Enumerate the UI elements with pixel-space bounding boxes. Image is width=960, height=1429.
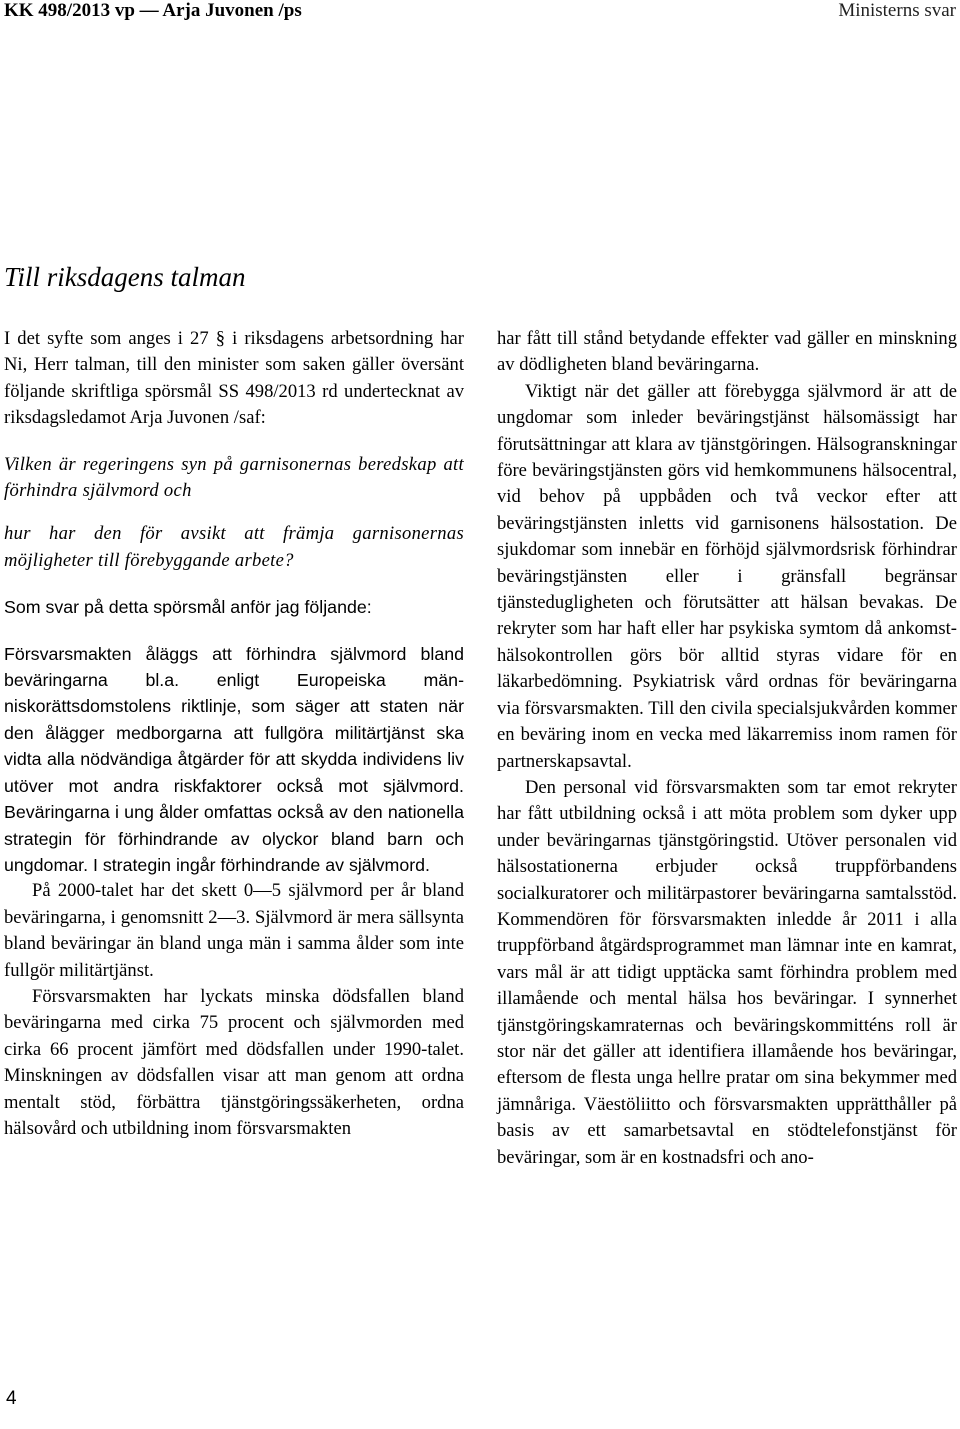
page-number: 4: [6, 1388, 17, 1409]
answer-paragraph-1: Försvarsmakten åläggs att förhindra självmord bland beväringarna bl.a. enligt Europeiska människorättsdomstolens riktlinje, som säger att staten när den ålägger medborgarna att fullgöra militärtjänst ska vidta alla nödvändiga åtgärder för att skydda individens liv utöver mot andra riskfaktorer också mot självmord. Beväringarna i ung ålder omfattas också av den nationella strategin för förhindrande av olyckor bland barn och ungdomar. I strategin ingår förhindrande av självmord.: [4, 643, 464, 875]
right-column: [497, 326, 957, 1171]
answer-paragraph-6: Den personal vid försvarsmakten som tar emot rekryter har fått utbildning också i att möta problem som dyker upp under beväringarnas tjänstgöringstid. Utöver personalen vid hälsostationerna erbjuder också truppförbandens socialkuratorer och militärpastorer beväringarna samtalsstöd. Kommendören för försvarsmakten inledde år 2011 i alla truppförband åtgärdsprogrammet man lämnar inte en kamrat, vars mål är att tidigt upptäcka samt förhindra problem med illamående och mental hälsa hos beväringar. I synnerhet tjänstgöringskamraternas och beväringskommitténs roll är stor när det gäller att identifiera illamående hos beväringar, eftersom de flesta unga hellre pratar om sina bekymmer med jämnåriga. Väestöliitto och försvarsmakten upprätthåller på basis av ett samarbetsavtal en stödtelefonstjänst för beväringar, som är en kostnadsfri och ano-: [497, 776, 957, 1168]
header-section-label: Ministerns svar: [838, 0, 956, 21]
question-1: Vilken är regeringens syn på garnisonernas beredskap att förhindra självmord och: [4, 453, 464, 502]
answer-paragraph-2: På 2000-talet har det skett 0—5 självmord per år bland beväringarna, i genomsnitt 2—3. Självmord är mera sällsynta bland beväringar än bland unga män i samma ålder som inte fullgör militärtjänst.: [4, 880, 464, 981]
answer-intro: Som svar på detta spörsmål anför jag följande:: [4, 597, 372, 618]
page-title: Till riksdagens talman: [4, 262, 246, 292]
intro-paragraph: I det syfte som anges i 27 § i riksdagens arbetsordning har Ni, Herr talman, till den minister som saken gäller översänt följande skriftliga spörsmål SS 498/2013 rd undertecknat av riksdagsledamot Arja Juvonen /saf:: [4, 328, 464, 429]
left-column: [4, 326, 464, 1142]
answer-paragraph-4: har fått till stånd betydande effekter vad gäller en minskning av dödligheten bland beväringarna.: [497, 328, 957, 376]
answer-paragraph-3: Försvarsmakten har lyckats minska dödsfallen bland beväringarna med cirka 75 procent och självmorden med cirka 66 procent jämfört med dödsfallen under 1990-talet. Minskningen av dödsfallen visar att man genom att ordna mentalt stöd, förbättra tjänstgöringssäkerheten, ordna hälsovård och utbildning inom försvarsmakten: [4, 985, 464, 1139]
question-2: hur har den för avsikt att främja garnisonernas möjligheter till förebyggande arbete?: [4, 523, 464, 571]
page-header: [4, 0, 956, 24]
header-document-id: KK 498/2013 vp — Arja Juvonen /ps: [4, 0, 302, 21]
answer-paragraph-5: Viktigt när det gäller att förebygga självmord är att de ungdomar som inleder beväringstjänst hälsomässigt har förutsättningar att klara av tjänstgöringen. Hälsogranskningar före beväringstjänsten görs vid hemkommunens hälsocentral, vid behov på uppbåden och två veckor efter att beväringstjänsten inletts vid garnisonens hälsostation. De sjukdomar som innebär en förhöjd självmordsrisk förhindrar beväringstjänsten eller i gränsfall begränsar tjänstedugligheten och förutsätter att hälsan bevakas. De rekryter som har haft eller har psykiska symtom då ankomsthälsokontrollen görs bör alltid styras vidare för en läkarbedömning. Psykiatrisk vård ordnas för beväringarna via försvarsmakten. Till den civila specialsjukvården kommer en beväring inom en vecka med läkarremiss inom ramen för partnerskapsavtal.: [497, 380, 957, 772]
